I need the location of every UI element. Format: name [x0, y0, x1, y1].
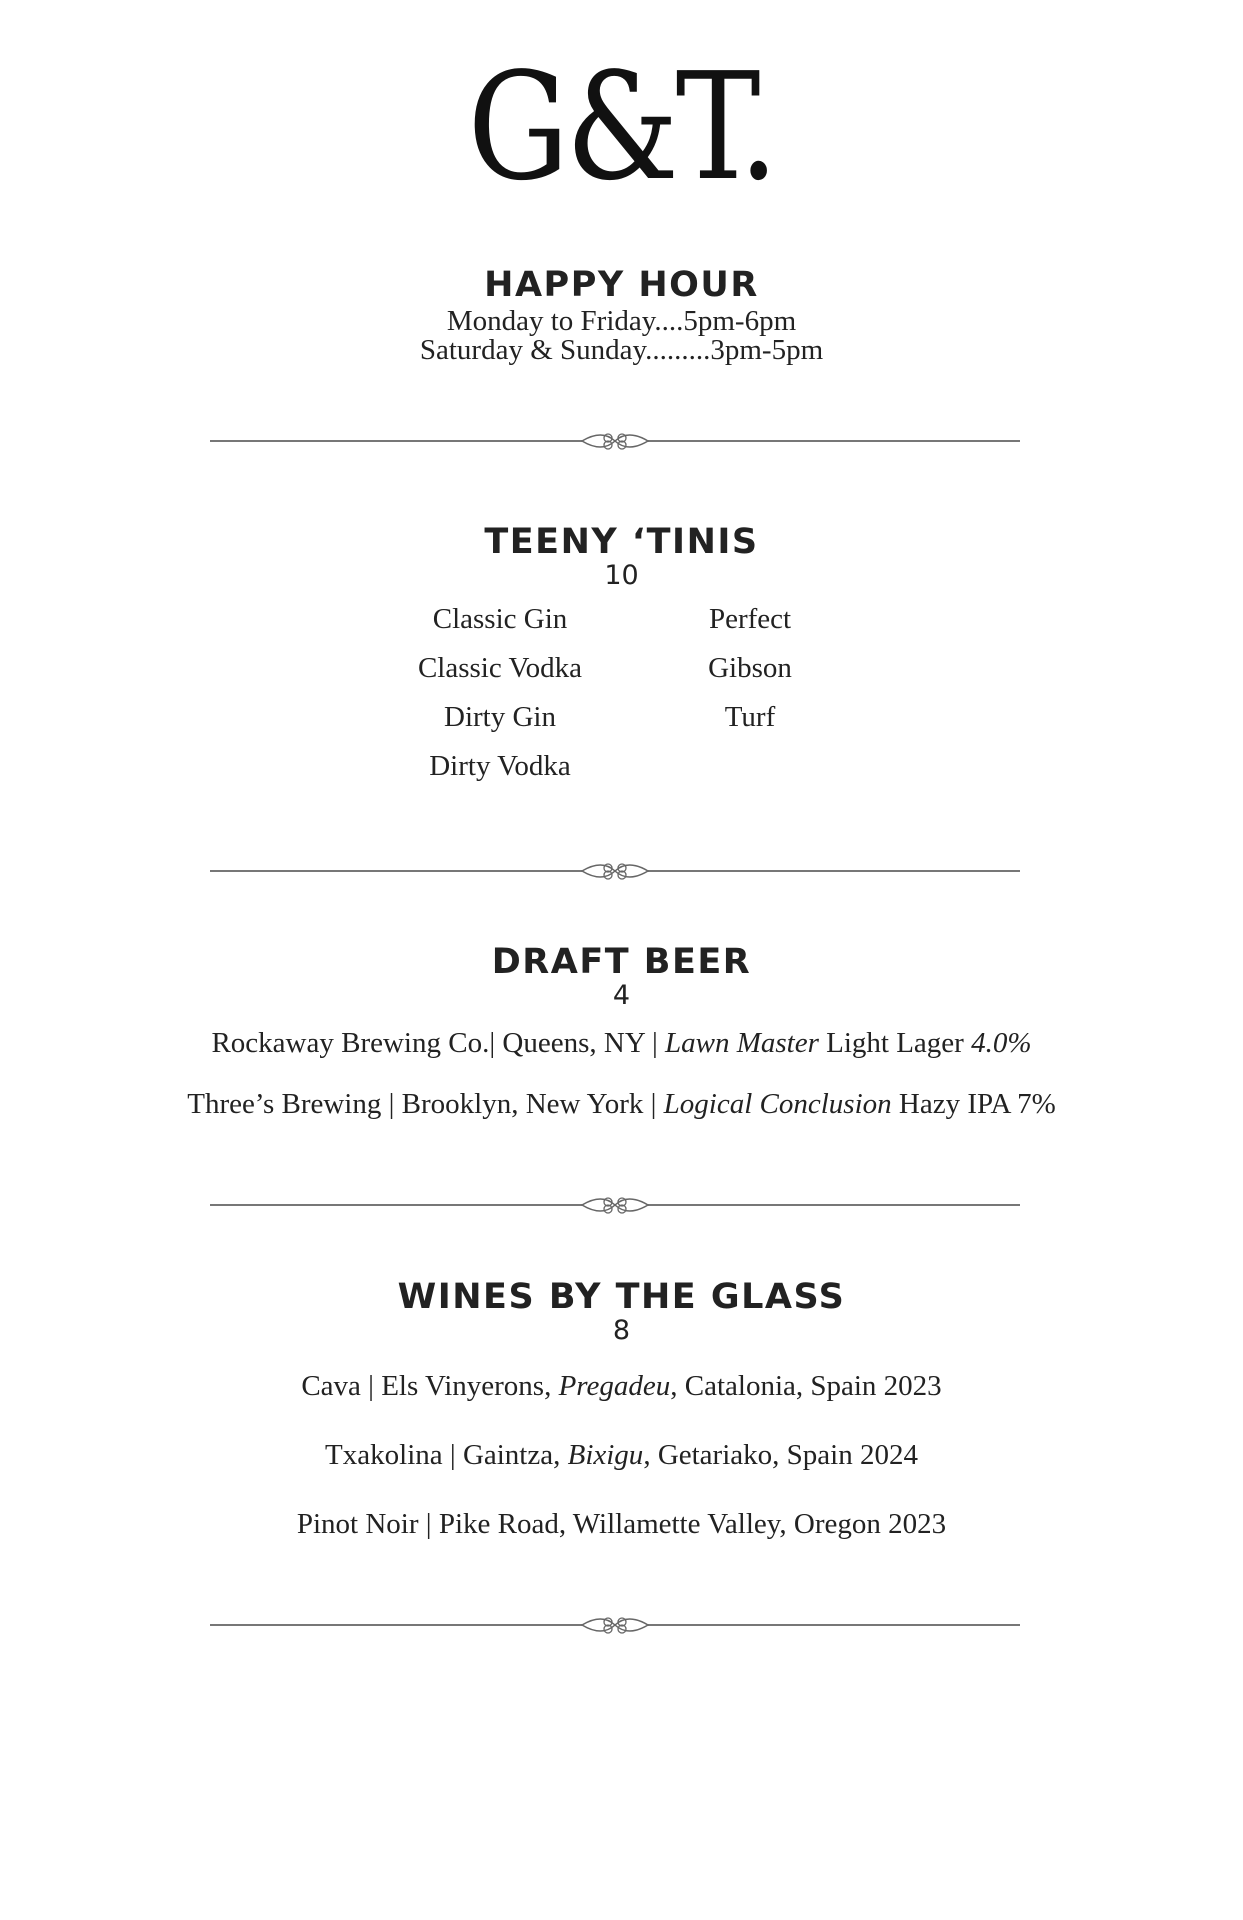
ornamental-divider	[210, 857, 1020, 887]
wine-item	[0, 1508, 1243, 1541]
wine-name: Pregadeu	[558, 1370, 671, 1402]
tinis-title: TEENY ‘TINIS	[484, 522, 759, 562]
ornamental-divider	[210, 1191, 1020, 1221]
wine-producer: Gaintza,	[462, 1439, 561, 1471]
happy-hour-weekend: Saturday & Sunday.........3pm-5pm	[419, 334, 824, 366]
tini-item: Classic Gin	[432, 603, 568, 635]
wine-origin: , Getariako, Spain 2024	[643, 1439, 918, 1471]
separator: |	[449, 1439, 456, 1471]
separator: |	[650, 1088, 657, 1120]
ornamental-divider	[210, 427, 1020, 457]
beer-name: Logical Conclusion	[663, 1088, 892, 1120]
beer-name: Lawn Master	[665, 1027, 819, 1059]
wine-producer: Pike Road, Willamette Valley, Oregon 2023	[438, 1508, 947, 1540]
tini-item: Dirty Gin	[444, 701, 556, 733]
beer-item	[0, 1088, 1243, 1121]
wine-type: Pinot Noir	[296, 1508, 419, 1540]
happy-hour-title: HAPPY HOUR	[484, 265, 759, 305]
separator: |	[489, 1027, 496, 1059]
beer-item	[0, 1027, 1243, 1060]
wine-type: Txakolina	[325, 1439, 443, 1471]
beer-title: DRAFT BEER	[491, 942, 752, 982]
separator: |	[425, 1508, 432, 1540]
beer-abv: 4.0%	[971, 1027, 1032, 1059]
tini-item: Perfect	[708, 603, 792, 635]
beer-abv: 7%	[1017, 1088, 1056, 1120]
beer-style: Light Lager	[826, 1027, 964, 1059]
tinis-left-column	[390, 595, 610, 791]
tini-item: Turf	[724, 701, 776, 733]
wine-origin: , Catalonia, Spain 2023	[670, 1370, 942, 1402]
beer-style: Hazy IPA	[898, 1088, 1010, 1120]
brewery: Three’s Brewing	[187, 1088, 382, 1120]
wine-name: Bixigu	[567, 1439, 644, 1471]
tini-item: Gibson	[708, 652, 792, 684]
wine-item	[0, 1439, 1243, 1472]
happy-hour-weekday: Monday to Friday....5pm-6pm	[446, 305, 797, 337]
separator: |	[368, 1370, 374, 1402]
separator: |	[388, 1088, 395, 1120]
tinis-right-column	[665, 595, 835, 742]
location: Brooklyn, New York	[401, 1088, 644, 1120]
separator: |	[651, 1027, 658, 1059]
beer-price: 4	[612, 980, 631, 1011]
wines-price: 8	[612, 1315, 631, 1346]
wine-type: Cava	[301, 1370, 361, 1402]
brewery: Rockaway Brewing Co.	[211, 1027, 490, 1059]
tini-item: Classic Vodka	[417, 652, 583, 684]
wine-item	[0, 1370, 1243, 1403]
wines-title: WINES BY THE GLASS	[397, 1277, 846, 1317]
gt-logo: G&T.	[467, 41, 776, 213]
ornamental-divider	[210, 1611, 1020, 1641]
tinis-price: 10	[604, 560, 639, 591]
location: Queens, NY	[502, 1027, 645, 1059]
tini-item: Dirty Vodka	[429, 750, 571, 782]
wine-producer: Els Vinyerons,	[381, 1370, 552, 1402]
